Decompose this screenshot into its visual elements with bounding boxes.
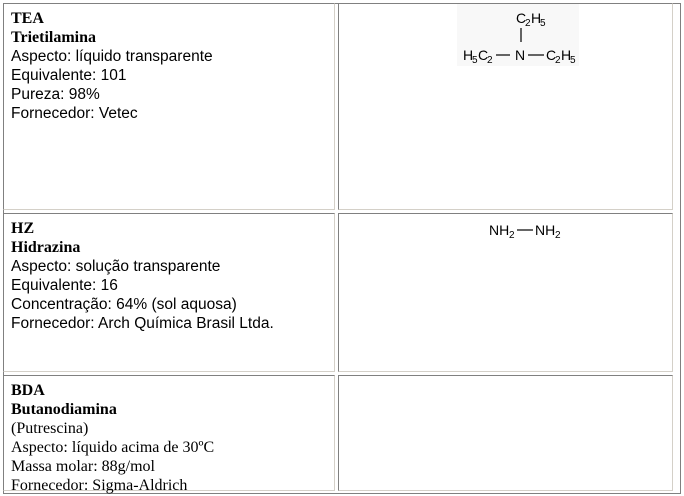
hz-supplier: Fornecedor: Arch Química Brasil Ltda. <box>11 315 274 332</box>
hz-name: Hidrazina <box>11 239 81 256</box>
tea-right-sub2: 5 <box>570 55 576 66</box>
tea-left-h: H <box>463 47 474 63</box>
bda-supplier: Fornecedor: Sigma-Aldrich <box>11 477 188 494</box>
hz-concentration: Concentração: 64% (sol aquosa) <box>11 296 237 313</box>
tea-structure-cell <box>338 3 673 210</box>
hz-right-sub: 2 <box>555 230 561 241</box>
tea-right-h: H <box>561 47 572 63</box>
bda-aspect: Aspecto: líquido acima de 30ºC <box>11 439 215 456</box>
hz-aspect: Aspecto: solução transparente <box>11 258 221 275</box>
tea-equivalent: Equivalente: 101 <box>11 67 127 84</box>
tea-left-sub: 5 <box>472 55 478 66</box>
bda-molar-mass: Massa molar: 88g/mol <box>11 458 155 475</box>
tea-left-sub2: 2 <box>487 55 493 66</box>
hz-equivalent: Equivalente: 16 <box>11 277 118 294</box>
tea-top-h: H <box>531 10 542 26</box>
bda-info-cell <box>3 375 335 494</box>
hz-left-sub: 2 <box>509 230 515 241</box>
hz-right-group: NH <box>535 222 556 238</box>
hydrazine-structure <box>339 214 672 371</box>
hz-structure-cell <box>338 213 673 372</box>
bda-name: Butanodiamina <box>11 401 117 418</box>
triethylamine-structure <box>339 4 672 209</box>
bda-code: BDA <box>11 382 45 399</box>
tea-right-c: C <box>546 47 557 63</box>
tea-nitrogen: N <box>515 47 526 63</box>
hz-left-group: NH <box>489 222 510 238</box>
tea-name: Trietilamina <box>11 29 97 46</box>
tea-left-c: C <box>478 47 489 63</box>
tea-code: TEA <box>11 10 44 27</box>
bda-structure-cell <box>338 375 673 491</box>
hz-info-cell <box>3 213 335 372</box>
tea-top-sub2: 5 <box>540 18 546 29</box>
tea-aspect: Aspecto: líquido transparente <box>11 48 213 65</box>
tea-top-c: C <box>516 10 527 26</box>
tea-right-sub: 2 <box>555 55 561 66</box>
bda-alt-name: (Putrescina) <box>11 420 89 437</box>
tea-info-cell <box>3 3 335 210</box>
tea-top-sub: 2 <box>525 18 531 29</box>
tea-purity: Pureza: 98% <box>11 86 100 103</box>
hz-code: HZ <box>11 220 35 237</box>
tea-supplier: Fornecedor: Vetec <box>11 105 138 122</box>
